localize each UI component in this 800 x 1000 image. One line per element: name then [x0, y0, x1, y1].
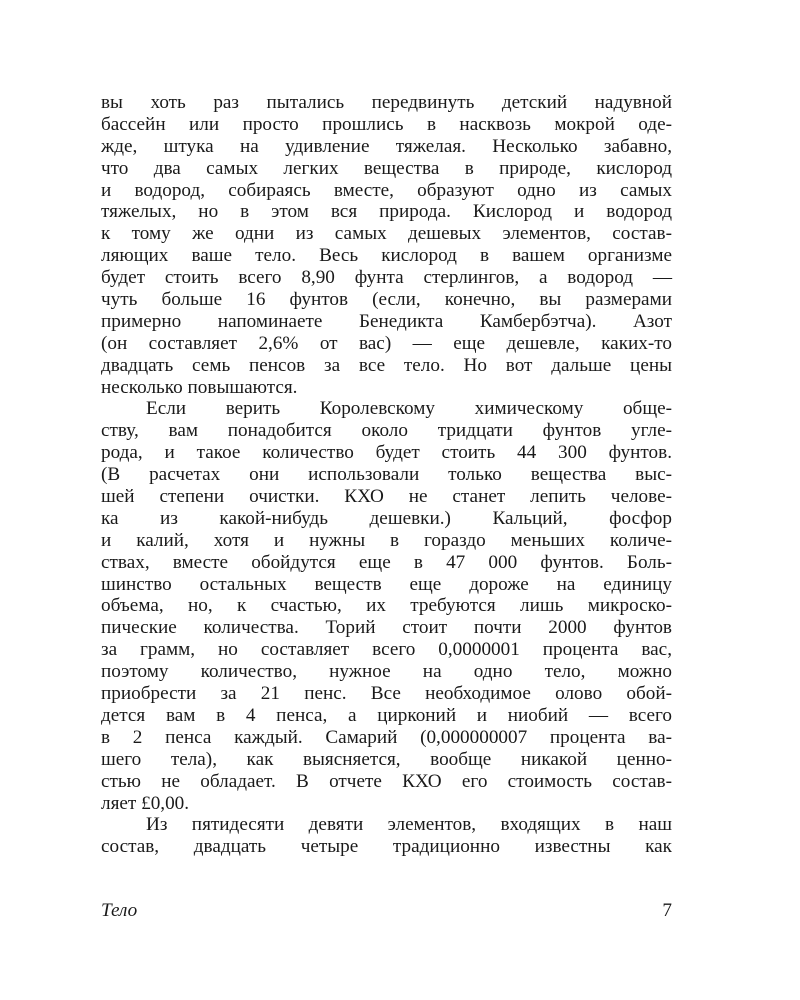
text-line: будет стоить всего 8,90 фунта стерлингов, а водород — — [101, 267, 672, 289]
text-line: в 2 пенса каждый. Самарий (0,000000007 процента ва- — [101, 726, 672, 748]
text-line: шинство остальных веществ еще дороже на единицу — [101, 573, 672, 595]
body-text — [101, 92, 672, 858]
text-line: что два самых легких вещества в природе, кислород — [101, 157, 672, 179]
text-line: ляет £0,00. — [101, 792, 190, 814]
text-line: за грамм, но составляет всего 0,0000001 процента вас, — [101, 639, 672, 661]
text-line: пические количества. Торий стоит почти 2000 фунтов — [101, 617, 672, 639]
text-line: объема, но, к счастью, их требуются лишь микроско- — [101, 595, 672, 617]
text-line: (В расчетах они использовали только вещества выс- — [101, 464, 672, 486]
text-line: и водород, собираясь вместе, образуют одно из самых — [101, 179, 672, 201]
text-line: Из пятидесяти девяти элементов, входящих в наш — [146, 814, 672, 836]
text-line: ству, вам понадобится около тридцати фунтов угле- — [101, 420, 672, 442]
text-line: ка из какой-нибудь дешевки.) Кальций, фосфор — [101, 507, 672, 529]
text-line: поэтому количество, нужное на одно тело, можно — [101, 661, 672, 683]
text-line: и калий, хотя и нужны в гораздо меньших количе- — [101, 529, 672, 551]
page-number: 7 — [662, 900, 672, 921]
text-line: бассейн или просто прошлись в насквозь мокрой оде- — [101, 113, 672, 135]
text-line: состав, двадцать четыре традиционно известны как — [101, 836, 672, 858]
text-line: ляющих ваше тело. Весь кислород в вашем организме — [101, 245, 672, 267]
text-line: чуть больше 16 фунтов (если, конечно, вы размерами — [101, 289, 672, 311]
text-line: стью не обладает. В отчете КХО его стоимость состав- — [101, 770, 672, 792]
text-line: дется вам в 4 пенса, а цирконий и ниобий — всего — [101, 704, 672, 726]
text-line: вы хоть раз пытались передвинуть детский надувной — [101, 92, 672, 113]
text-line: ствах, вместе обойдутся еще в 47 000 фунтов. Боль- — [101, 551, 672, 573]
page-footer — [101, 900, 672, 926]
text-line: (он составляет 2,6% от вас) — еще дешевле, каких-то — [101, 332, 672, 354]
text-line: примерно напоминаете Бенедикта Камбербэтча). Азот — [101, 310, 672, 332]
text-line: тяжелых, но в этом вся природа. Кислород и водород — [101, 201, 672, 223]
text-line: приобрести за 21 пенс. Все необходимое олово обой- — [101, 683, 672, 705]
text-line: Если верить Королевскому химическому обще- — [146, 398, 672, 420]
running-title: Тело — [101, 900, 138, 921]
text-line: несколько повышаются. — [101, 376, 298, 398]
text-line: к тому же одни из самых дешевых элементов, состав- — [101, 223, 672, 245]
text-line: шей степени очистки. КХО не станет лепить челове- — [101, 486, 672, 508]
text-line: двадцать семь пенсов за все тело. Но вот дальше цены — [101, 354, 672, 376]
text-line: рода, и такое количество будет стоить 44 300 фунтов. — [101, 442, 672, 464]
text-line: жде, штука на удивление тяжелая. Несколько забавно, — [101, 135, 672, 157]
text-line: шего тела), как выясняется, вообще никакой ценно- — [101, 748, 672, 770]
